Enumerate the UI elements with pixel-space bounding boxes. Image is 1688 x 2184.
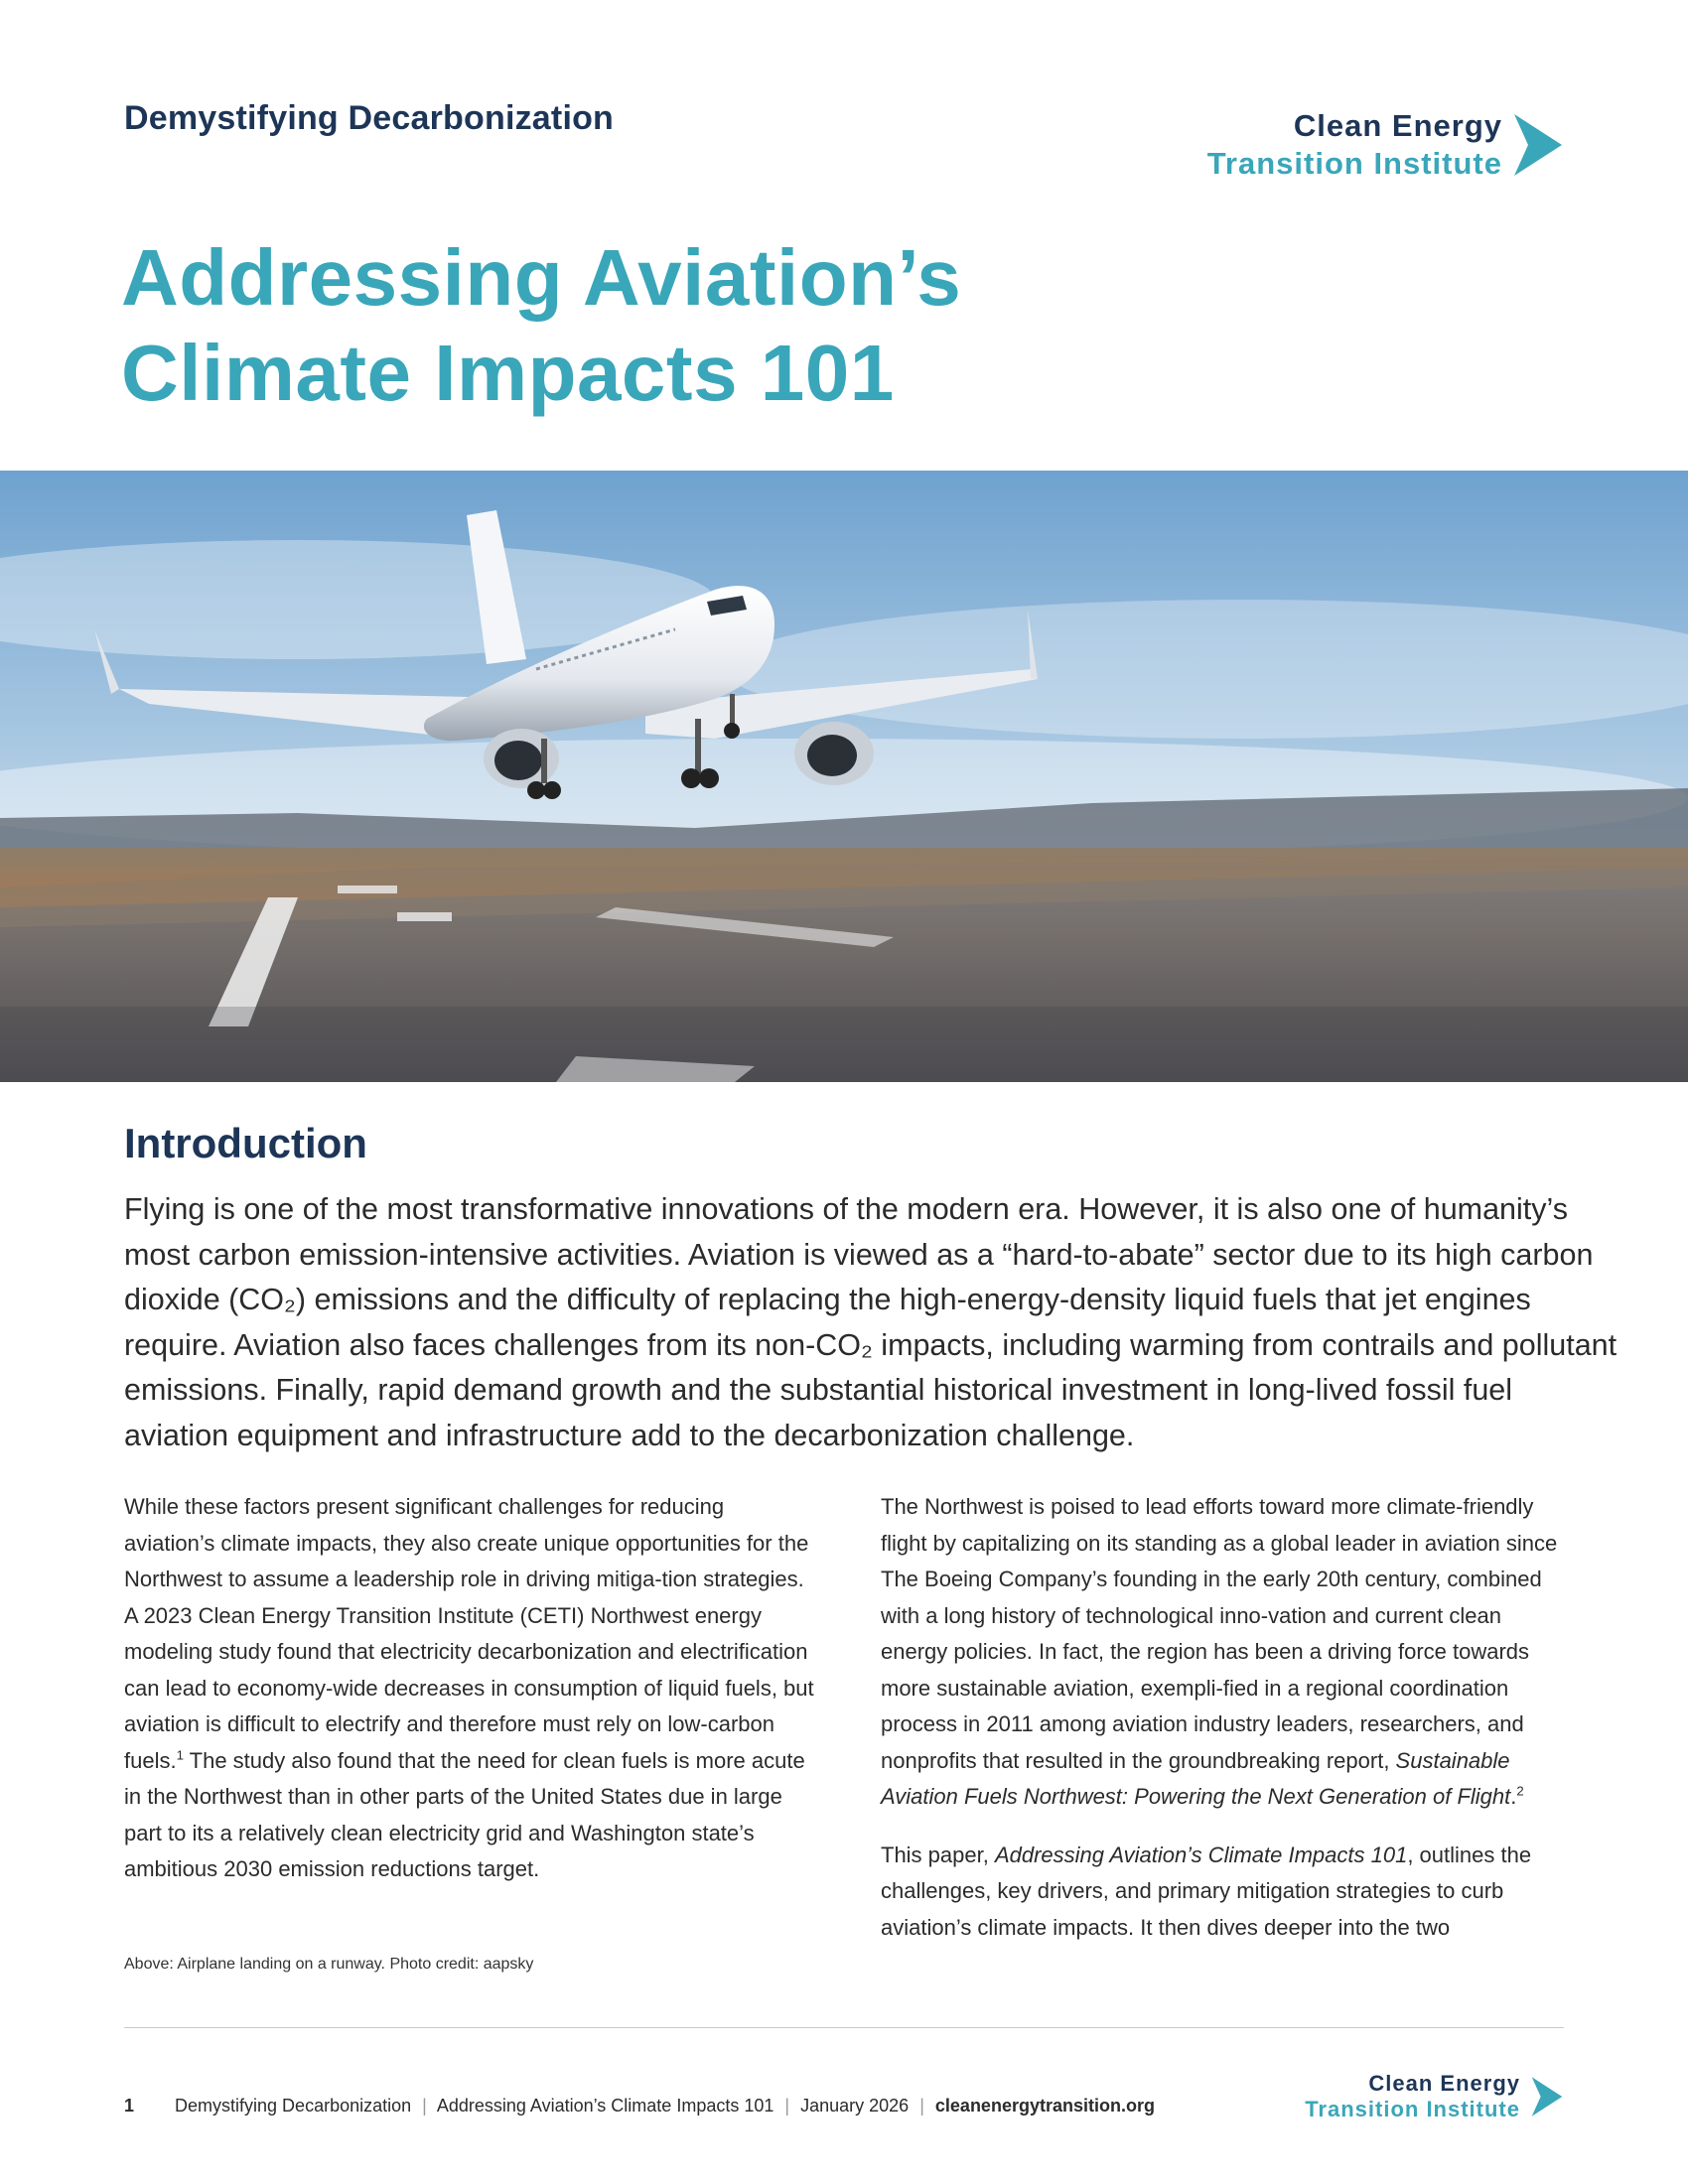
logo-line-2: Transition Institute [1206, 146, 1502, 181]
left-paragraph [124, 1489, 819, 1888]
right-paragraph-1 [881, 1489, 1566, 1816]
right-text-a: The Northwest is poised to lead efforts toward more climate-friendly flight by capitalizing on its standing as a global leader in aviation since The Boeing Company’s founding in the early 20th century, combined with a long history of technological inno-vation and current clean energy policies. In fact, the region has been a driving force towards more sustainable aviation, exempli-fied in a regional coordination process in 2011 among aviation industry leaders, researchers, and nonprofits that resulted in the groundbreaking report, [881, 1494, 1558, 1773]
footer-date: January 2026 [800, 2096, 910, 2116]
series-title: Demystifying Decarbonization [124, 99, 615, 137]
right-text-c: This paper, [881, 1842, 995, 1867]
footer [124, 2096, 1155, 2116]
intro-lead-paragraph: Flying is one of the most transformative innovations of the modern era. However, it is also one of humanity’s most carbon emission-intensive activities. Aviation is viewed as a “hard-to-abate” sector due to its high carbon dioxide (CO₂) emissions and the difficulty of replacing the high-energy-density liquid fuels that jet engines require. Aviation also faces challenges from its non-CO₂ impacts, including warming from contrails and pollutant emissions. Finally, rapid demand growth and the substantial historical investment in long-lived fossil fuel aviation equipment and infrastructure add to the decarbonization challenge. [124, 1192, 1618, 1452]
logo-text [1207, 107, 1502, 183]
logo-line-1: Clean Energy [1368, 2071, 1520, 2096]
logo-text [1305, 2071, 1520, 2122]
intro-heading: Introduction [124, 1120, 367, 1166]
chevron-right-icon [1512, 112, 1564, 178]
page-number: 1 [124, 2096, 135, 2116]
page-title [121, 230, 961, 421]
footnote-ref-2[interactable]: 2 [1516, 1783, 1524, 1799]
right-text-end: . [1510, 1784, 1517, 1809]
footnote-ref-1[interactable]: 1 [176, 1747, 184, 1763]
footer-url-link[interactable]: cleanenergytransition.org [934, 2096, 1155, 2116]
logo-line-2: Transition Institute [1305, 2097, 1520, 2121]
footer-divider [124, 2027, 1564, 2028]
logo-line-1: Clean Energy [1293, 108, 1502, 143]
chevron-right-icon [1530, 2076, 1564, 2117]
title-line-2: Climate Impacts 101 [121, 329, 895, 417]
footer-series: Demystifying Decarbonization [175, 2096, 412, 2116]
right-column [881, 1489, 1566, 1968]
photo-caption: Above: Airplane landing on a runway. Photo credit: aapsky [124, 1956, 534, 1973]
right-paragraph-2 [881, 1838, 1566, 1947]
footer-separator: | [784, 2096, 790, 2116]
right-text-d: , outlines the challenges, key drivers, and primary mitigation strategies to curb aviation’s climate impacts. It then dives deeper into the two [881, 1842, 1532, 1940]
title-line-1: Addressing Aviation’s [121, 233, 962, 322]
ceti-logo-footer[interactable] [1305, 2071, 1564, 2122]
footer-separator: | [422, 2096, 427, 2116]
ceti-logo[interactable] [1207, 107, 1564, 183]
hero-airplane-image [0, 471, 1688, 1082]
left-text-a: While these factors present significant challenges for reducing aviation’s climate impacts, they also create unique opportunities for the Northwest to assume a leadership role in driving mitiga-tion strategies. A 2023 Clean Energy Transition Institute (CETI) Northwest energy modeling study found that electricity decarbonization and electrification can lead to economy-wide decreases in consumption of liquid fuels, but aviation is difficult to electrify and therefore must rely on low-carbon fuels. [124, 1494, 814, 1773]
footer-doc-title: Addressing Aviation’s Climate Impacts 101 [436, 2096, 774, 2116]
paper-title: Addressing Aviation’s Climate Impacts 101 [994, 1842, 1408, 1867]
left-column [124, 1489, 819, 1910]
report-title: Sustainable Aviation Fuels Northwest: Powering the Next Generation of Flight [881, 1747, 1511, 1809]
left-text-b: The study also found that the need for clean fuels is more acute in the Northwest than in other parts of the United States due in large part to its a relatively clean electricity grid and Washington state’s ambitious 2030 emission reductions target. [124, 1747, 805, 1881]
footer-separator: | [919, 2096, 924, 2116]
